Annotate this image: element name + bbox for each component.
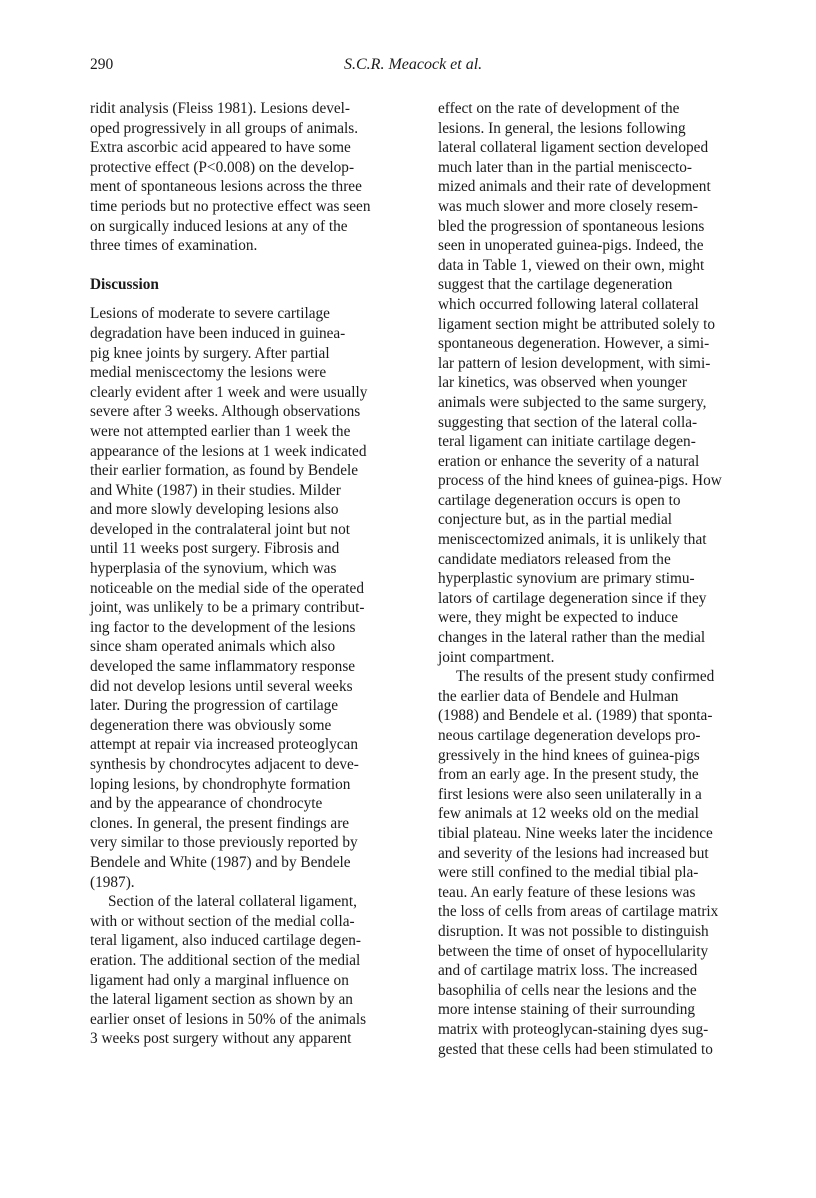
text-line: and severity of the lesions had increased but bbox=[438, 844, 709, 862]
text-line: gressively in the hind knees of guinea-pigs bbox=[438, 746, 700, 764]
text-line: appearance of the lesions at 1 week indicated bbox=[90, 442, 367, 460]
text-line: oped progressively in all groups of animals. bbox=[90, 119, 359, 137]
text-line: teral ligament, also induced cartilage degen- bbox=[90, 932, 361, 950]
text-line: spontaneous degeneration. However, a simi- bbox=[438, 335, 710, 353]
text-line: the loss of cells from areas of cartilage matrix bbox=[438, 903, 719, 921]
text-line: ligament had only a marginal influence on bbox=[90, 971, 349, 989]
text-line: data in Table 1, viewed on their own, might bbox=[438, 256, 705, 274]
text-line: eration or enhance the severity of a natural bbox=[438, 452, 700, 470]
text-line: lators of cartilage degeneration since if they bbox=[438, 589, 707, 607]
text-line: bled the progression of spontaneous lesions bbox=[438, 217, 705, 235]
text-line: synthesis by chondrocytes adjacent to deve- bbox=[90, 756, 359, 773]
text-line: (1988) and Bendele et al. (1989) that sponta- bbox=[438, 707, 713, 725]
text-line: three times of examination. bbox=[90, 237, 258, 255]
text-line: earlier onset of lesions in 50% of the animals bbox=[90, 1010, 367, 1028]
text-line: much later than in the partial meniscecto- bbox=[438, 158, 692, 176]
text-line: their earlier formation, as found by Bendele bbox=[90, 462, 359, 480]
text-line: which occurred following lateral collateral bbox=[438, 295, 699, 313]
text-line: degradation have been induced in guinea- bbox=[90, 324, 346, 342]
text-line: time periods but no protective effect was seen bbox=[90, 197, 371, 215]
text-line: matrix with proteoglycan-staining dyes sug- bbox=[438, 1020, 709, 1038]
running-head: S.C.R. Meacock et al. bbox=[344, 56, 483, 73]
text-line: with or without section of the medial colla- bbox=[90, 912, 355, 930]
text-line: on surgically induced lesions at any of the bbox=[90, 217, 348, 235]
text-line: and more slowly developing lesions also bbox=[90, 501, 339, 519]
text-line: between the time of onset of hypocellularity bbox=[438, 942, 709, 960]
text-line: more intense staining of their surrounding bbox=[438, 1001, 696, 1019]
text-line: lesions. In general, the lesions following bbox=[438, 119, 686, 137]
text-line: were still confined to the medial tibial pla- bbox=[438, 864, 699, 882]
text-line: loping lesions, by chondrophyte formation bbox=[90, 775, 351, 793]
text-line: was much slower and more closely resem- bbox=[438, 197, 698, 215]
text-line: seen in unoperated guinea-pigs. Indeed, the bbox=[438, 237, 704, 255]
text-line: 3 weeks post surgery without any apparent bbox=[90, 1030, 352, 1048]
text-line: joint compartment. bbox=[438, 648, 555, 666]
text-line: attempt at repair via increased proteoglycan bbox=[90, 736, 358, 754]
text-line: and White (1987) in their studies. Milder bbox=[90, 481, 341, 499]
text-line: the lateral ligament section as shown by an bbox=[90, 991, 353, 1009]
text-line: medial meniscectomy the lesions were bbox=[90, 364, 327, 382]
text-line: ment of spontaneous lesions across the three bbox=[90, 178, 362, 196]
text-line: few animals at 12 weeks old on the medial bbox=[438, 805, 699, 823]
text-line: pig knee joints by surgery. After partial bbox=[90, 344, 330, 362]
text-line: mized animals and their rate of development bbox=[438, 178, 711, 196]
text-line: Lesions of moderate to severe cartilage bbox=[90, 305, 330, 323]
text-line: severe after 3 weeks. Although observations bbox=[90, 403, 361, 421]
text-line: neous cartilage degeneration develops pro- bbox=[438, 727, 701, 744]
page-number: 290 bbox=[90, 56, 114, 73]
text-line: ing factor to the development of the lesions bbox=[90, 618, 356, 636]
text-line: ligament section might be attributed solely to bbox=[438, 315, 715, 333]
text-line: changes in the lateral rather than the medial bbox=[438, 629, 706, 647]
text-line: first lesions were also seen unilaterally in a bbox=[438, 785, 702, 803]
page-header bbox=[90, 56, 759, 80]
text-line: teau. An early feature of these lesions was bbox=[438, 883, 696, 901]
text-line: lateral collateral ligament section developed bbox=[438, 139, 709, 157]
text-line: animals were subjected to the same surgery, bbox=[438, 393, 707, 411]
text-line: joint, was unlikely to be a primary contribut- bbox=[90, 599, 365, 617]
text-line: lar kinetics, was observed when younger bbox=[438, 374, 687, 392]
text-line: Bendele and White (1987) and by Bendele bbox=[90, 853, 351, 871]
text-line: since sham operated animals which also bbox=[90, 638, 336, 656]
text-line: candidate mediators released from the bbox=[438, 550, 671, 568]
text-line: disruption. It was not possible to distinguish bbox=[438, 922, 709, 940]
text-line: suggesting that section of the lateral colla- bbox=[438, 413, 698, 431]
text-line: effect on the rate of development of the bbox=[438, 100, 680, 117]
text-line: very similar to those previously reported by bbox=[90, 834, 358, 852]
text-line: hyperplastic synovium are primary stimu- bbox=[438, 570, 695, 588]
text-line: basophilia of cells near the lesions and the bbox=[438, 981, 697, 999]
left-column bbox=[90, 99, 410, 1049]
text-line: clones. In general, the present findings are bbox=[90, 814, 350, 832]
text-line: clearly evident after 1 week and were usually bbox=[90, 383, 368, 401]
text-line: tibial plateau. Nine weeks later the incidence bbox=[438, 824, 713, 842]
text-line: meniscectomized animals, it is unlikely that bbox=[438, 531, 707, 549]
text-line: teral ligament can initiate cartilage degen- bbox=[438, 433, 696, 451]
text-line: protective effect (P<0.008) on the develop- bbox=[90, 158, 355, 176]
text-line: degeneration there was obviously some bbox=[90, 716, 332, 734]
paragraph-results-end bbox=[90, 99, 410, 256]
text-line: hyperplasia of the synovium, which was bbox=[90, 560, 337, 578]
paragraph-discussion-3 bbox=[438, 667, 758, 1059]
text-line: conjecture but, as in the partial medial bbox=[438, 511, 673, 529]
text-line: The results of the present study confirmed bbox=[456, 668, 715, 686]
text-line: were not attempted earlier than 1 week the bbox=[90, 422, 351, 440]
paragraph-discussion-2-cont bbox=[438, 99, 758, 667]
text-line: Section of the lateral collateral ligament, bbox=[108, 893, 357, 911]
text-line: were, they might be expected to induce bbox=[438, 609, 678, 627]
text-line: lar pattern of lesion development, with simi- bbox=[438, 354, 711, 372]
text-line: from an early age. In the present study, the bbox=[438, 766, 699, 784]
text-line: and of cartilage matrix loss. The increased bbox=[438, 962, 698, 980]
paragraph-discussion-2 bbox=[90, 892, 410, 1049]
text-line: Extra ascorbic acid appeared to have some bbox=[90, 139, 351, 157]
text-line: suggest that the cartilage degeneration bbox=[438, 276, 673, 294]
text-line: the earlier data of Bendele and Hulman bbox=[438, 687, 679, 705]
section-heading-discussion: Discussion bbox=[90, 275, 159, 293]
text-line: cartilage degeneration occurs is open to bbox=[438, 491, 681, 509]
text-line: did not develop lesions until several weeks bbox=[90, 677, 353, 695]
text-line: developed the same inflammatory response bbox=[90, 658, 356, 676]
right-column bbox=[438, 99, 758, 1059]
text-line: noticeable on the medial side of the operated bbox=[90, 579, 364, 597]
text-line: developed in the contralateral joint but not bbox=[90, 520, 350, 538]
text-line: gested that these cells had been stimulated to bbox=[438, 1040, 713, 1058]
text-line: process of the hind knees of guinea-pigs. How bbox=[438, 472, 722, 490]
text-line: ridit analysis (Fleiss 1981). Lesions devel- bbox=[90, 100, 351, 117]
text-line: (1987). bbox=[90, 873, 135, 891]
text-line: eration. The additional section of the medial bbox=[90, 951, 361, 969]
text-line: and by the appearance of chondrocyte bbox=[90, 795, 323, 813]
text-line: until 11 weeks post surgery. Fibrosis and bbox=[90, 540, 340, 558]
paragraph-discussion-1 bbox=[90, 304, 410, 892]
text-line: later. During the progression of cartilage bbox=[90, 697, 339, 715]
